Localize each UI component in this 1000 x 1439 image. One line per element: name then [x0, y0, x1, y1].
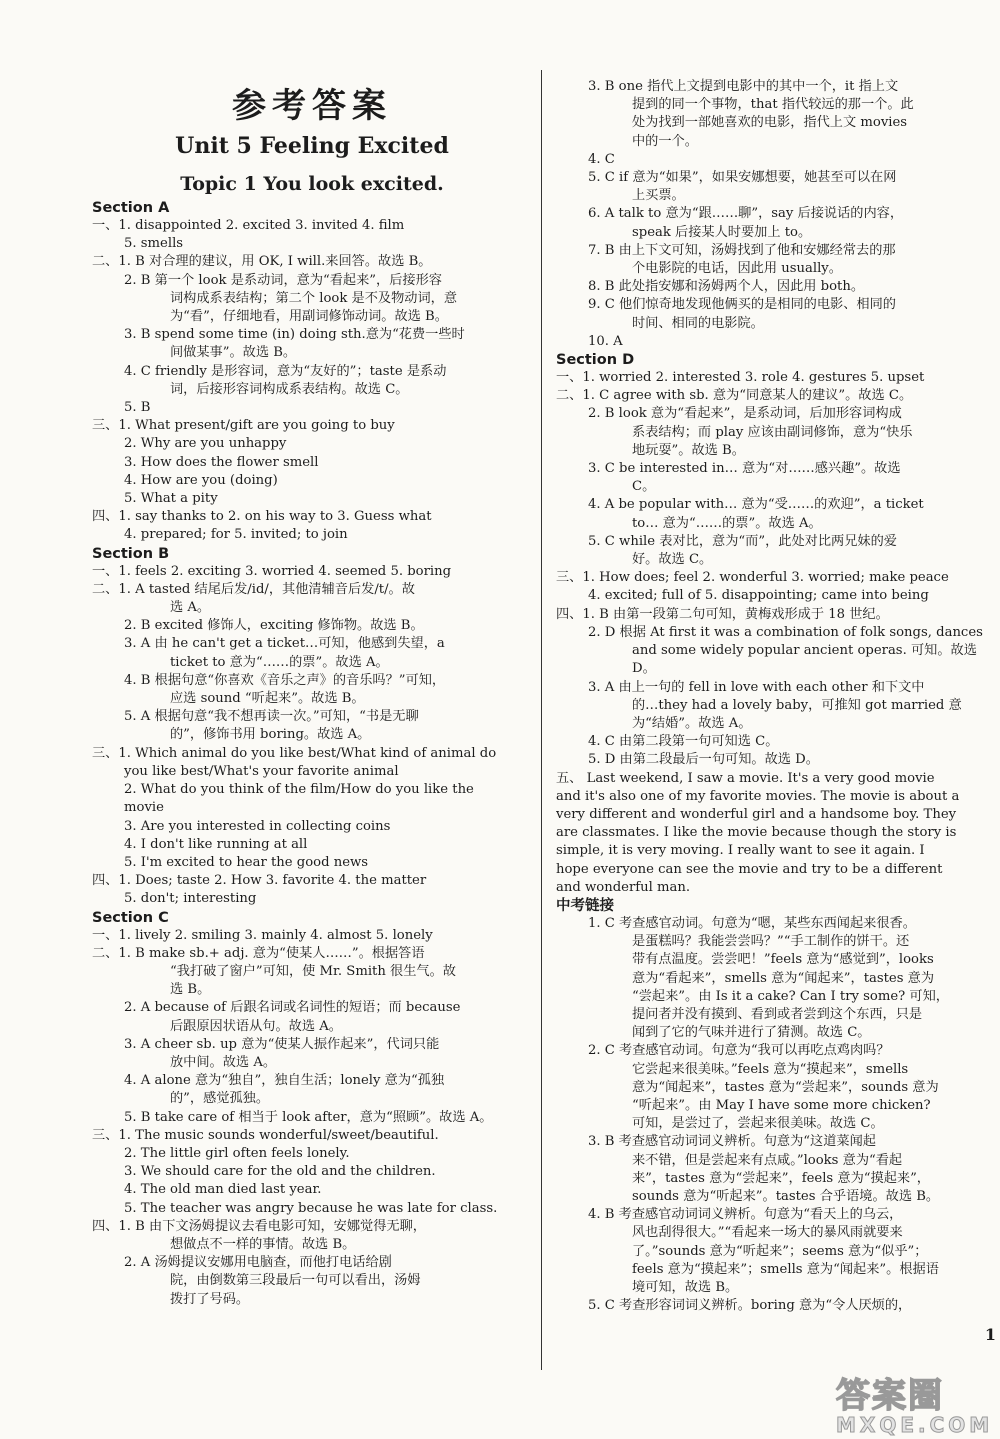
answer-line: 四、1. Does; taste 2. How 3. favorite 4. the matter: [92, 873, 427, 889]
answer-line: 的”，感觉孤独。: [170, 1091, 270, 1107]
answer-line: 10. A: [588, 333, 623, 349]
answer-line: 提到的同一个事物，that 指代较远的那一个。此: [632, 97, 914, 113]
answer-line: 7. B 由上下文可知，汤姆找到了他和安娜经常去的那: [588, 242, 896, 258]
answer-line: 5. C 考查形容词词义辨析。boring 意为“令人厌烦的，: [588, 1298, 912, 1314]
answer-line: 4. The old man died last year.: [124, 1182, 322, 1198]
answer-line: 9. C 他们惊奇地发现他俩买的是相同的电影、相同的: [588, 297, 896, 313]
answer-line: 意为“看起来”，smells 意为“闻起来”，tastes 意为: [632, 970, 935, 986]
answer-line: 的…they had a lovely baby，可推知 got married 意: [632, 697, 962, 713]
answer-line: 2. B excited 修饰人，exciting 修饰物。故选 B。: [124, 618, 424, 634]
answer-line: 5. What a pity: [124, 491, 218, 507]
answer-line: and it's also one of my favorite movies. The movie is about a: [556, 788, 960, 804]
answer-line: 3. A 由 he can't get a ticket…可知，他感到失望，a: [124, 636, 445, 652]
answer-line: 系表结构；而 play 应该由副词修饰，意为“快乐: [632, 424, 913, 440]
answer-line: 3. How does the flower smell: [124, 454, 319, 470]
answer-line: 4. B 根据句意“你喜欢《音乐之声》的音乐吗？”可知，: [124, 672, 446, 688]
answer-line: 5. I'm excited to hear the good news: [124, 854, 369, 870]
answer-line: 来”，tastes 意为“尝起来”，feels 意为“摸起来”，: [632, 1170, 930, 1186]
answer-line: feels 意为“摸起来”；smells 意为“闻起来”。根据语: [632, 1261, 939, 1277]
answer-line: speak 后接某人时要加上 to。: [632, 224, 812, 240]
page-title: 参考答案: [232, 86, 392, 126]
answer-line: 了。”sounds 意为“听起来”；seems 意为“似乎”；: [632, 1243, 928, 1259]
answer-line: 2. What do you think of the film/How do you like the: [124, 782, 474, 798]
answer-line: 拨打了号码。: [170, 1291, 250, 1307]
answer-line: 3. Are you interested in collecting coins: [124, 818, 391, 834]
answer-line: 词，后接形容词构成系表结构。故选 C。: [170, 381, 409, 397]
answer-line: 2. B 第一个 look 是系动词，意为“看起来”，后接形容: [124, 272, 442, 288]
answer-line: 5. don't; interesting: [124, 891, 257, 907]
answer-line: 5. A 根据句意“我不想再读一次。”可知，“书是无聊: [124, 709, 419, 725]
section-heading: 中考链接: [556, 897, 614, 914]
answer-line: 5. C while 表对比，意为“而”，此处对比两兄妹的爱: [588, 533, 897, 549]
watermark-line1: 答案圈: [836, 1376, 944, 1416]
answer-line: 五、 Last weekend, I saw a movie. It's a very good movie: [556, 770, 935, 786]
answer-line: 词构成系表结构；第二个 look 是不及物动词，意: [170, 290, 458, 306]
answer-line: 3. A 由上一句的 fell in love with each other 和下文中: [588, 679, 925, 695]
answer-line: 4. C: [588, 151, 615, 167]
answer-line: “我打破了窗户”可知，使 Mr. Smith 很生气。故: [170, 963, 456, 979]
answer-line: 4. B 考查感官动词词义辨析。句意为“看天上的乌云，: [588, 1207, 903, 1223]
answer-line: 2. Why are you unhappy: [124, 436, 287, 452]
answer-line: movie: [124, 800, 164, 816]
answer-line: 三、1. What present/gift are you going to buy: [92, 418, 395, 434]
answer-line: 个电影院的电话，因此用 usually。: [632, 261, 842, 277]
answer-line: 三、1. Which animal do you like best/What kind of animal do: [92, 745, 497, 761]
answer-line: 为“结婚”。故选 A。: [632, 715, 752, 731]
answer-line: 好。故选 C。: [632, 552, 713, 568]
right-column: [556, 78, 994, 1315]
answer-line: 提问者并没有摸到、看到或者尝到这个东西，只是: [632, 1006, 923, 1022]
answer-line: hope everyone can see the movie and try to be a different: [556, 861, 943, 877]
answer-line: 5. B: [124, 400, 151, 416]
answer-line: 是蛋糕吗？我能尝尝吗？”“手工制作的饼干。还: [632, 934, 910, 950]
answer-line: 5. B take care of 相当于 look after，意为“照顾”。故选 A。: [124, 1109, 493, 1125]
answer-line: 闻到了它的气味并进行了猜测。故选 C。: [632, 1025, 871, 1041]
answer-line: 3. C be interested in… 意为“对……感兴趣”。故选: [588, 461, 901, 477]
answer-line: 带有点温度。尝尝吧！”feels 意为“感觉到”，looks: [632, 952, 934, 968]
answer-line: ticket to 意为“……的票”。故选 A。: [170, 654, 389, 670]
answer-line: 的”，修饰书用 boring。故选 A。: [170, 727, 371, 743]
answer-line: 5. C if 意为“如果”，如果安娜想要，她甚至可以在网: [588, 170, 897, 186]
topic-heading: Topic 1 You look excited.: [180, 173, 444, 195]
answer-line: 2. The little girl often feels lonely.: [124, 1145, 350, 1161]
answer-line: 意为“闻起来”，tastes 意为“尝起来”，sounds 意为: [632, 1079, 939, 1095]
answer-line: D。: [632, 661, 656, 677]
answer-line: 三、1. The music sounds wonderful/sweet/beautiful.: [92, 1127, 439, 1143]
answer-line: 后跟原因状语从句。故选 A。: [170, 1018, 342, 1034]
answer-line: and wonderful man.: [556, 879, 691, 895]
answer-line: 想做点不一样的事情。故选 B。: [170, 1236, 356, 1252]
answer-line: 为“看”，仔细地看，用副词修饰动词。故选 B。: [170, 309, 448, 325]
answer-line: 院，由倒数第三段最后一句可以看出，汤姆: [170, 1273, 421, 1289]
section-heading: Section A: [92, 200, 170, 216]
answer-line: 选 A。: [170, 600, 211, 616]
answer-line: 4. A be popular with… 意为“受……的欢迎”，a ticket: [588, 497, 924, 513]
answer-line: 4. excited; full of 5. disappointing; came into being: [588, 588, 929, 604]
answer-line: are classmates. I like the movie because though the story is: [556, 825, 957, 841]
answer-line: 2. B look 意为“看起来”，是系动词，后加形容词构成: [588, 406, 902, 422]
answer-line: 它尝起来很美味。”feels 意为“摸起来”，smells: [632, 1061, 909, 1077]
answer-line: 3. B one 指代上文提到电影中的其中一个，it 指上文: [588, 79, 899, 94]
watermark-logo: [836, 1368, 996, 1437]
answer-line: sounds 意为“听起来”。tastes 合乎语境。故选 B。: [632, 1188, 940, 1204]
answer-line: 8. B 此处指安娜和汤姆两个人，因此用 both。: [588, 279, 865, 295]
answer-line: 3. B 考查感官动词词义辨析。句意为“这道菜闻起: [588, 1134, 876, 1150]
answer-line: 3. We should care for the old and the children.: [124, 1164, 436, 1180]
answer-line: 一、1. feels 2. exciting 3. worried 4. seemed 5. boring: [92, 563, 452, 579]
answer-line: 境可知，故选 B。: [632, 1280, 739, 1295]
answer-line: 可知，是尝过了，尝起来很美味。故选 C。: [632, 1116, 884, 1132]
answer-line: 三、1. How does; feel 2. wonderful 3. worried; make peace: [556, 570, 949, 586]
answer-line: 选 B。: [170, 982, 211, 998]
answer-line: “听起来”。由 May I have some more chicken?: [632, 1097, 931, 1113]
answer-line: and some widely popular ancient operas. 可知。故选: [632, 643, 977, 659]
answer-line: 一、1. lively 2. smiling 3. mainly 4. almost 5. lonely: [92, 927, 433, 943]
answer-line: 4. I don't like running at all: [124, 836, 308, 852]
answer-line: 二、1. A tasted 结尾后发/id/，其他清辅音后发/t/。故: [92, 581, 415, 597]
answer-line: 4. A alone 意为“独自”，独自生活；lonely 意为“孤独: [124, 1073, 445, 1089]
answer-line: 来不错，但是尝起来有点咸。”looks 意为“看起: [632, 1152, 903, 1168]
answer-line: 应选 sound “听起来”。故选 B。: [170, 691, 365, 707]
answer-line: you like best/What's your favorite animal: [124, 763, 399, 779]
column-divider: [541, 70, 542, 1370]
answer-line: 二、1. B make sb.+ adj. 意为“使某人……”。根据答语: [92, 945, 425, 961]
section-heading: Section B: [92, 545, 170, 562]
answer-line: 3. A cheer sb. up 意为“使某人振作起来”，代词只能: [124, 1036, 440, 1052]
answer-line: 放中间。故选 A。: [170, 1054, 277, 1070]
answer-line: simple, it is very moving. I really want to see it again. I: [556, 843, 925, 859]
watermark-line2: MXQE.COM: [836, 1413, 994, 1437]
answer-line: C。: [632, 479, 656, 495]
answer-line: 一、1. worried 2. interested 3. role 4. gestures 5. upset: [556, 370, 925, 386]
answer-line: 2. C 考查感官动词。句意为“我可以再吃点鸡肉吗？: [588, 1043, 890, 1059]
answer-line: 4. C 由第二段第一句可知选 C。: [588, 734, 779, 750]
answer-line: 处为找到一部她喜欢的电影，指代上文 movies: [632, 115, 908, 131]
answer-line: “尝起来”。由 Is it a cake? Can I try some? 可知，: [632, 988, 949, 1004]
answer-line: 四、1. say thanks to 2. on his way to 3. Guess what: [92, 509, 432, 525]
answer-line: 6. A talk to 意为“跟……聊”，say 后接说话的内容，: [588, 206, 904, 222]
answer-line: 中的一个。: [632, 133, 698, 149]
answer-line: 2. A because of 后跟名词或名词性的短语；而 because: [124, 1000, 461, 1016]
answer-line: 3. B spend some time (in) doing sth.意为“花费一些时: [124, 327, 465, 343]
unit-heading: Unit 5 Feeling Excited: [175, 133, 449, 159]
answer-line: 间做某事”。故选 B。: [170, 345, 297, 361]
answer-line: 二、1. B 对合理的建议，用 OK, I will.来回答。故选 B。: [92, 254, 432, 270]
answer-line: very different and wonderful girl and a handsome boy. They: [556, 806, 957, 822]
left-column: [92, 70, 532, 1309]
section-heading: Section C: [92, 909, 169, 926]
answer-line: 4. How are you (doing): [124, 472, 278, 488]
answer-line: 1. C 考查感官动词。句意为“嗯，某些东西闻起来很香。: [588, 915, 916, 931]
answer-line: 5. smells: [124, 236, 184, 252]
right-answer-lines: [556, 78, 994, 1315]
answer-line: 四、1. B 由下文汤姆提议去看电影可知，安娜觉得无聊，: [92, 1218, 426, 1234]
answer-line: 2. D 根据 At first it was a combination of folk songs, dances: [588, 624, 983, 640]
answer-line: 4. prepared; for 5. invited; to join: [124, 527, 348, 543]
section-heading: Section D: [556, 352, 635, 369]
answer-line: 二、1. C agree with sb. 意为“同意某人的建议”。故选 C。: [556, 388, 913, 404]
answer-line: 上买票。: [632, 188, 685, 204]
answer-line: 四、1. B 由第一段第二句可知，黄梅戏形成于 18 世纪。: [556, 606, 889, 622]
page-number: 1: [984, 1325, 996, 1344]
answer-line: 5. The teacher was angry because he was late for class.: [124, 1200, 498, 1216]
left-answer-lines: [92, 199, 532, 1309]
answer-line: 4. C friendly 是形容词，意为“友好的”；taste 是系动: [124, 363, 447, 379]
answer-line: to… 意为“……的票”。故选 A。: [632, 515, 822, 531]
answer-line: 5. D 由第二段最后一句可知。故选 D。: [588, 752, 819, 768]
answer-line: 风也刮得很大。”“看起来一场大的暴风雨就要来: [632, 1225, 903, 1241]
answer-line: 地玩耍”。故选 B。: [632, 442, 745, 458]
answer-line: 2. A 汤姆提议安娜用电脑查，而他打电话给剧: [124, 1255, 392, 1271]
answer-line: 时间、相同的电影院。: [632, 315, 764, 331]
answer-line: 一、1. disappointed 2. excited 3. invited 4. film: [92, 218, 405, 233]
